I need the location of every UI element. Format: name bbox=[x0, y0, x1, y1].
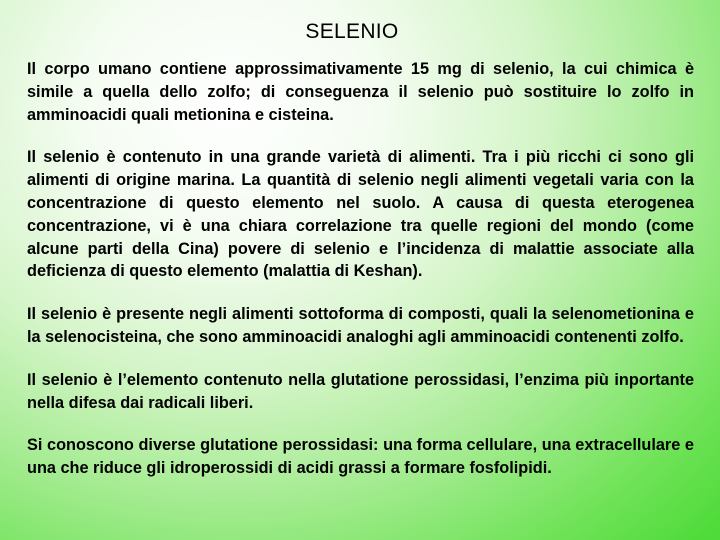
paragraph-body-composition: Il corpo umano contiene approssimativamente 15 mg di selenio, la cui chimica è simile a quella dello zolfo; di conseguenza il selenio può sostituire lo zolfo in amminoacidi quali metionina e cisteina. bbox=[27, 60, 694, 124]
slide-body bbox=[27, 58, 694, 500]
paragraph-compounds: Il selenio è presente negli alimenti sottoforma di composti, quali la selenometionina e la selenocisteina, che sono amminoacidi analoghi agli amminoacidi contenenti zolfo. bbox=[27, 305, 694, 346]
paragraph-glutathione-peroxidase: Il selenio è l’elemento contenuto nella glutatione perossidasi, l’enzima più inportante nella difesa dai radicali liberi. bbox=[27, 370, 694, 412]
slide-title: SELENIO bbox=[305, 20, 399, 43]
paragraph-food-sources: Il selenio è contenuto in una grande varietà di alimenti. Tra i più ricchi ci sono gli alimenti di origine marina. La quantità di selenio negli alimenti vegetali varia con la concentrazione di questo elemento nel suolo. A causa di questa eterogenea concentrazione, vi è una chiara correlazione tra quelle regioni del mondo (come alcune parti della Cina) povere di selenio e l’incidenza di malattie associate alla deficienza di questo elemento (malattia di Keshan). bbox=[27, 148, 694, 281]
paragraph-peroxidase-forms: Si conoscono diverse glutatione perossidasi: una forma cellulare, una extracellulare e una che riduce gli idroperossidi di acidi grassi a formare fosfolipidi. bbox=[27, 436, 694, 478]
